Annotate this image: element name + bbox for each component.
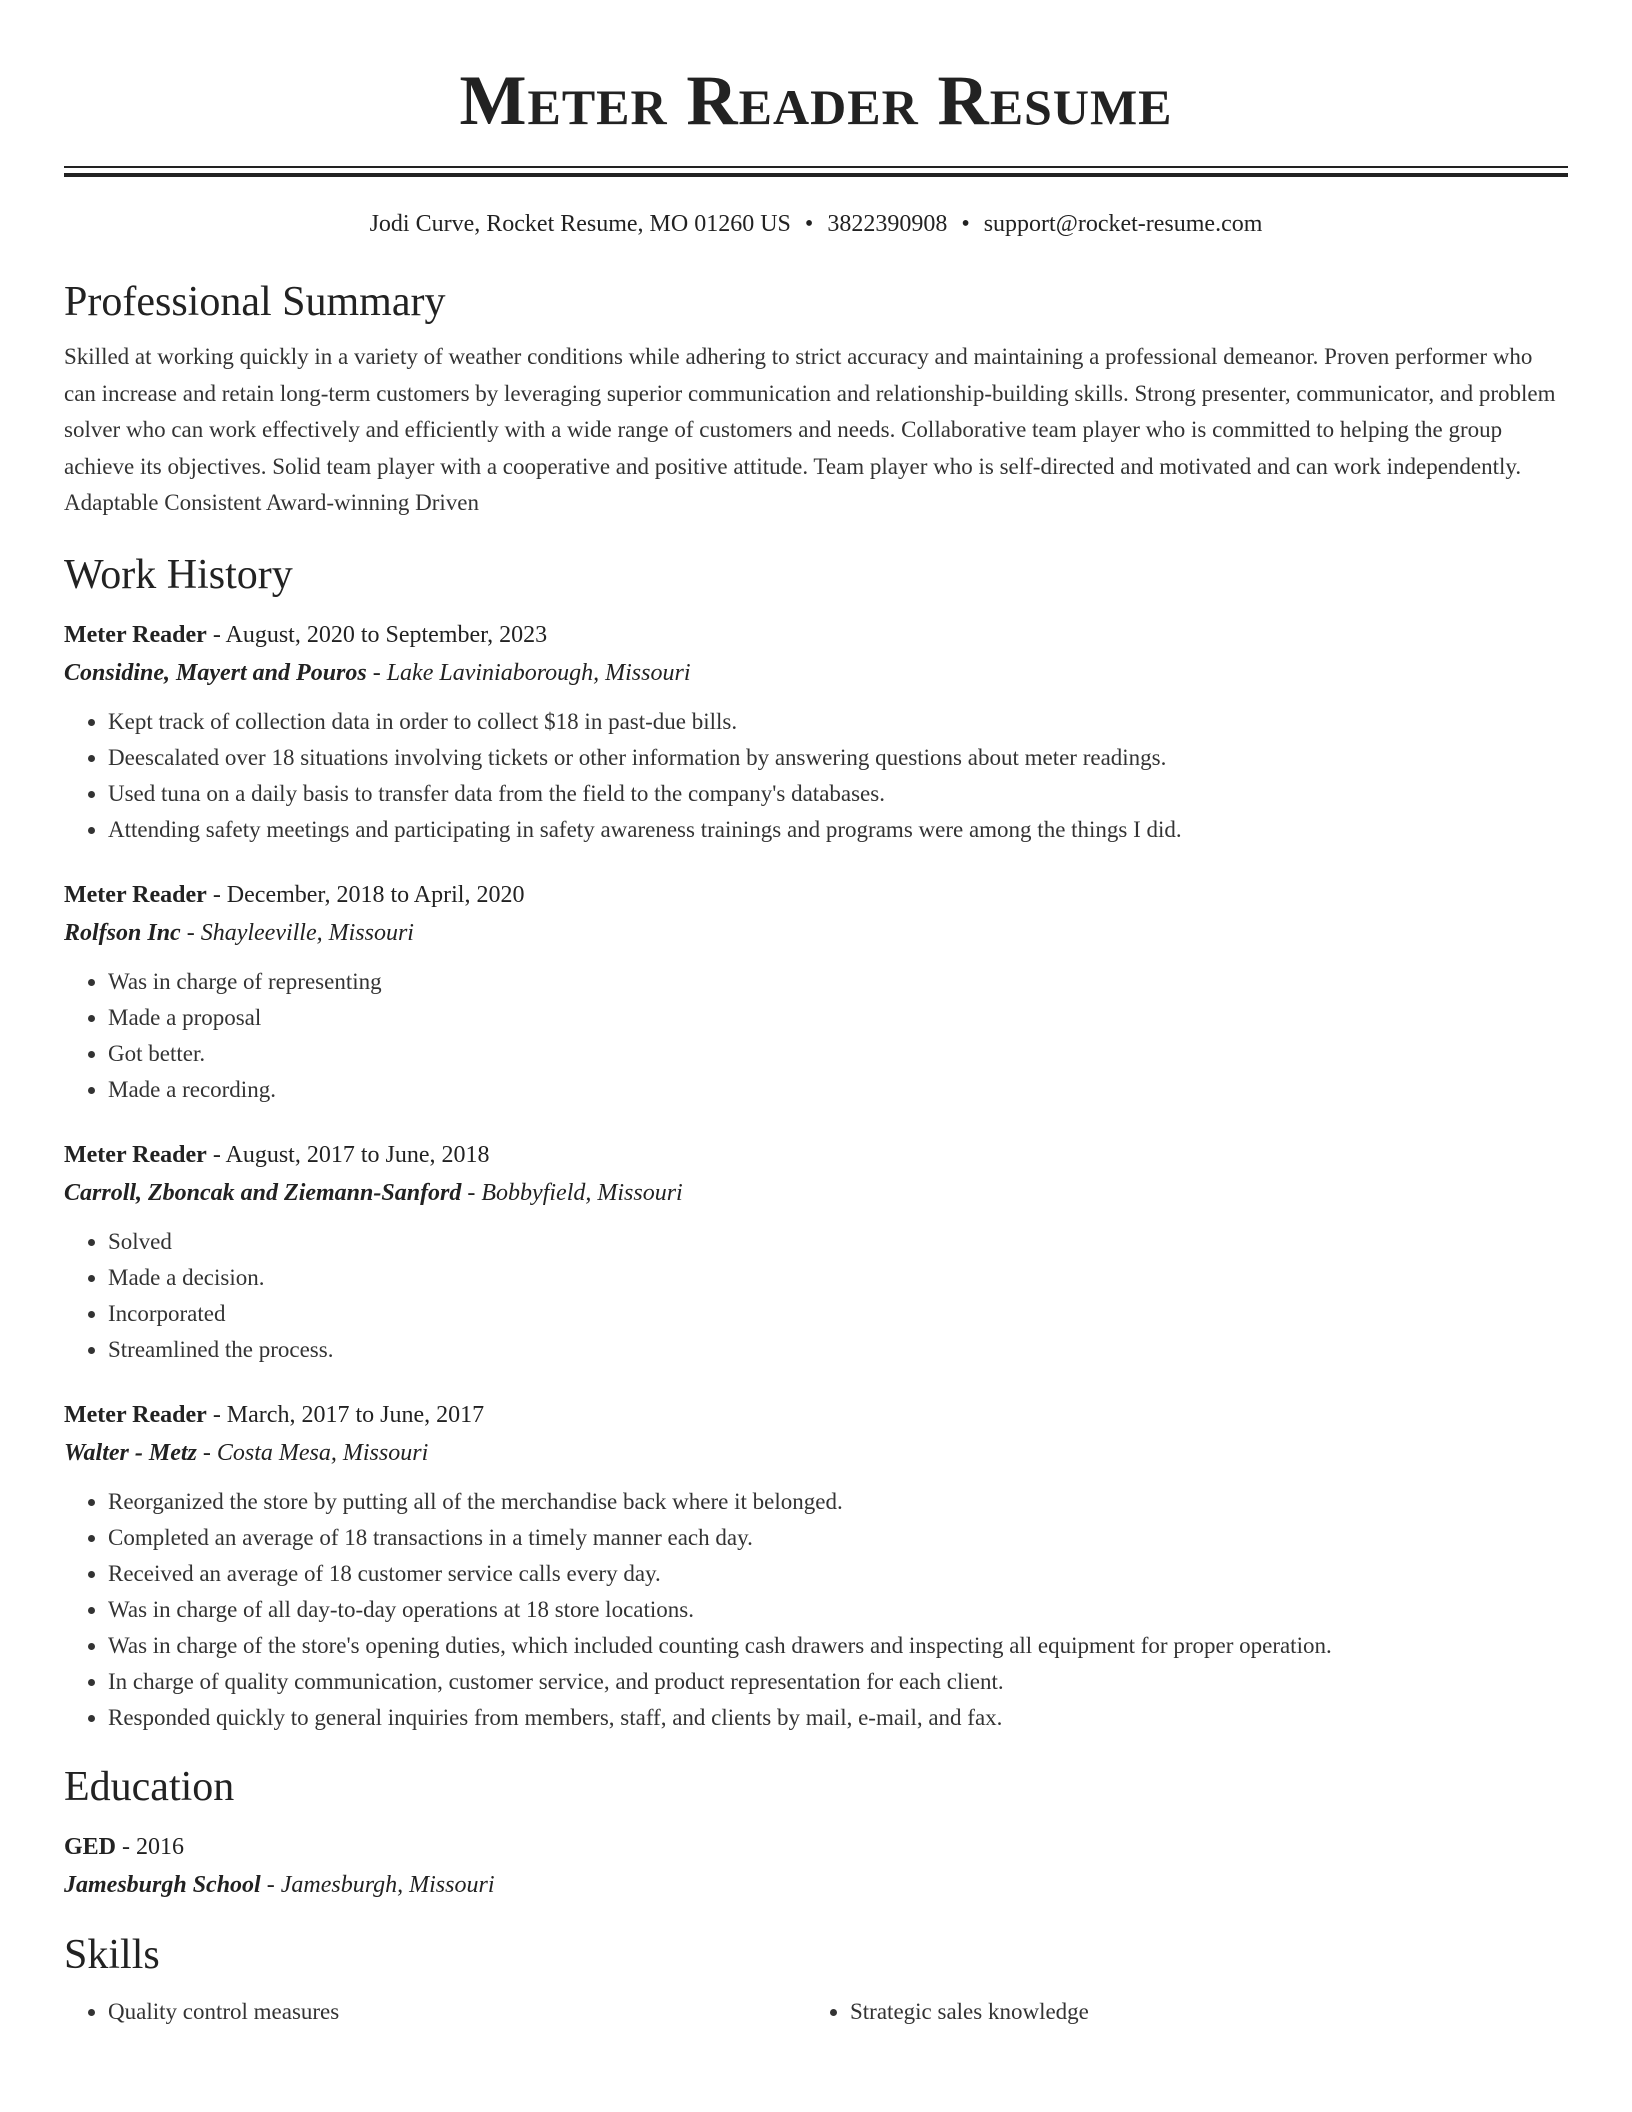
job-title: Meter Reader <box>64 1141 207 1168</box>
list-item: • Received an average of 18 customer service calls every day. <box>108 1556 1568 1592</box>
list-item: • Quality control measures <box>108 1994 806 2030</box>
education-heading: Education <box>64 1763 235 1810</box>
job-employer <box>64 1434 1568 1472</box>
skills-list <box>64 1994 1568 2030</box>
summary-text: Skilled at working quickly in a variety of weather conditions while adhering to strict accuracy and maintaining a professional demeanor. Proven performer who can increase and retain long-term customers by leveraging superior communication and relationship-building skills. Strong presenter, communicator, and problem solver who can work effectively and efficiently with a wide range of customers and needs. Collaborative team player who is committed to helping the group achieve its objectives. Solid team player with a cooperative and positive attitude. Team player who is self-directed and motivated and can work independently. Adaptable Consistent Award-winning Driven <box>64 344 1556 515</box>
summary-heading: Professional Summary <box>64 279 446 325</box>
skills-column-left <box>64 1994 806 2030</box>
job-dates: - August, 2017 to June, 2018 <box>206 1141 490 1168</box>
job-dates: - August, 2020 to September, 2023 <box>206 621 548 648</box>
list-item: • Was in charge of representing <box>108 964 1568 1000</box>
list-item: • In charge of quality communication, customer service, and product representation for each client. <box>108 1664 1568 1700</box>
job-duties <box>64 1484 1568 1736</box>
job-company: Considine, Mayert and Pouros <box>64 659 367 686</box>
list-item: • Streamlined the process. <box>108 1332 1568 1368</box>
job-employer <box>64 1174 1568 1212</box>
job-location: - Bobbyfield, Missouri <box>461 1179 683 1206</box>
job-entry <box>64 1396 1568 1736</box>
list-item: • Made a decision. <box>108 1260 1568 1296</box>
list-item: • Attending safety meetings and participating in safety awareness trainings and programs were among the things I did. <box>108 812 1568 848</box>
list-item: • Was in charge of the store's opening duties, which included counting cash drawers and inspecting all equipment for proper operation. <box>108 1628 1568 1664</box>
skills-column-right <box>806 1994 1548 2030</box>
education-degree: GED <box>64 1833 117 1860</box>
contact-separator: • <box>804 211 814 237</box>
job-company: Walter - Metz <box>64 1439 197 1466</box>
list-item: • Made a recording. <box>108 1072 1568 1108</box>
job-dates: - December, 2018 to April, 2020 <box>206 881 525 908</box>
job-dates: - March, 2017 to June, 2017 <box>206 1401 485 1428</box>
list-item: • Deescalated over 18 situations involving tickets or other information by answering questions about meter readings. <box>108 740 1568 776</box>
job-location: - Lake Laviniaborough, Missouri <box>366 659 691 686</box>
list-item: • Made a proposal <box>108 1000 1568 1036</box>
job-header <box>64 1136 1568 1174</box>
list-item: • Kept track of collection data in order to collect $18 in past-due bills. <box>108 704 1568 740</box>
list-item: • Strategic sales knowledge <box>850 1994 1548 2030</box>
resume-title: Meter Reader Resume <box>459 62 1173 140</box>
list-item: • Solved <box>108 1224 1568 1260</box>
work-history-heading: Work History <box>64 551 293 598</box>
list-item: • Responded quickly to general inquiries from members, staff, and clients by mail, e-mail, and fax. <box>108 1700 1568 1736</box>
education-location: - Jamesburgh, Missouri <box>260 1871 495 1898</box>
education-school-line <box>64 1866 1568 1904</box>
job-header <box>64 1396 1568 1434</box>
job-employer <box>64 654 1568 692</box>
job-duties <box>64 964 1568 1108</box>
education-degree-line <box>64 1828 1568 1866</box>
contact-address: Jodi Curve, Rocket Resume, MO 01260 US <box>369 211 791 237</box>
job-company: Rolfson Inc <box>64 919 181 946</box>
job-header <box>64 616 1568 654</box>
contact-email: support@rocket-resume.com <box>983 211 1263 237</box>
list-item: • Used tuna on a daily basis to transfer data from the field to the company's databases. <box>108 776 1568 812</box>
job-company: Carroll, Zboncak and Ziemann-Sanford <box>64 1179 462 1206</box>
education-school: Jamesburgh School <box>64 1871 261 1898</box>
title-divider <box>64 166 1568 177</box>
job-location: - Costa Mesa, Missouri <box>196 1439 429 1466</box>
contact-phone: 3822390908 <box>827 211 948 237</box>
list-item: • Reorganized the store by putting all of the merchandise back where it belonged. <box>108 1484 1568 1520</box>
job-duties <box>64 704 1568 848</box>
skills-heading: Skills <box>64 1931 160 1978</box>
job-title: Meter Reader <box>64 1401 207 1428</box>
job-title: Meter Reader <box>64 621 207 648</box>
job-employer <box>64 914 1568 952</box>
job-entry <box>64 1136 1568 1368</box>
job-entry <box>64 616 1568 848</box>
job-duties <box>64 1224 1568 1368</box>
contact-line <box>64 209 1568 239</box>
list-item: • Was in charge of all day-to-day operations at 18 store locations. <box>108 1592 1568 1628</box>
job-header <box>64 876 1568 914</box>
list-item: • Got better. <box>108 1036 1568 1072</box>
list-item: • Completed an average of 18 transactions in a timely manner each day. <box>108 1520 1568 1556</box>
job-location: - Shayleeville, Missouri <box>180 919 414 946</box>
job-title: Meter Reader <box>64 881 207 908</box>
job-entry <box>64 876 1568 1108</box>
contact-separator: • <box>961 211 970 237</box>
education-year: - 2016 <box>116 1833 185 1860</box>
list-item: • Incorporated <box>108 1296 1568 1332</box>
